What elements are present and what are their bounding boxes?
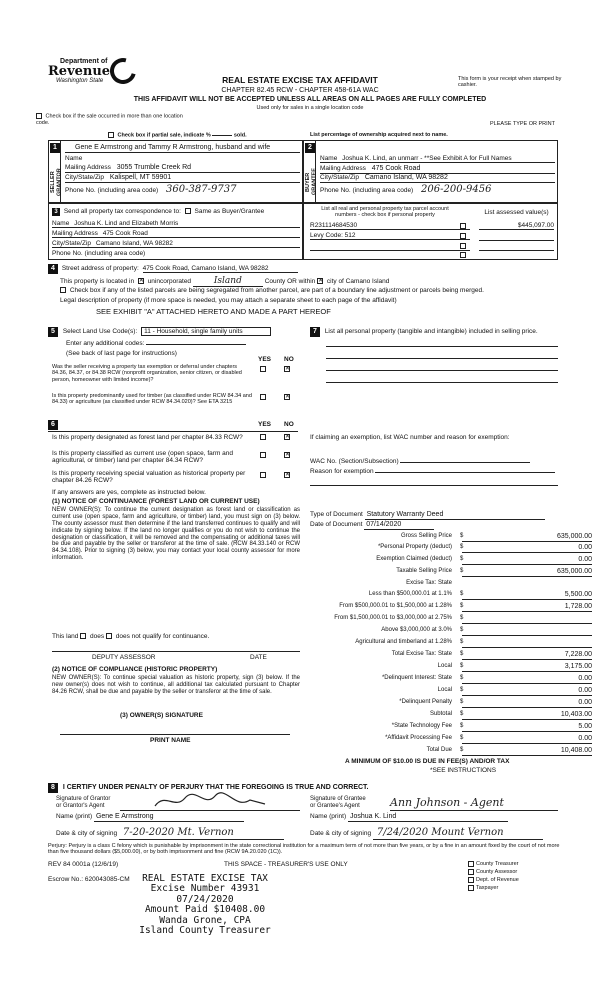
buyer-side-label: BUYER GRANTEE — [305, 168, 318, 196]
local-label: Local — [437, 663, 452, 669]
same-as-buyer-checkbox[interactable] — [185, 208, 191, 214]
no-header: NO — [284, 356, 294, 363]
tax-row-delinq-int-local — [310, 687, 592, 696]
land-use-value[interactable]: 11 - Household, single family units — [141, 327, 271, 336]
exemption-claim-label: If claiming an exemption, list WAC number and reason for exemption: — [310, 434, 510, 441]
copy-assessor-label: County Assessor — [476, 869, 518, 875]
seller-name-value[interactable]: Gene E Armstrong and Tammy R Armstrong, husband and wife — [65, 144, 300, 153]
tech-fee-label: *State Technology Fee — [391, 723, 452, 729]
personal-property-label: List all personal property (tangible and intangible) included in selling price. — [324, 328, 538, 335]
corr-phone-label: Phone No. (including area code) — [52, 250, 146, 257]
q5-1-no[interactable] — [284, 366, 290, 372]
stamp-line1: REAL ESTATE EXCISE TAX — [142, 873, 268, 884]
exhibit-text[interactable]: SEE EXHIBIT "A" ATTACHED HERETO AND MADE A PART HEREOF — [96, 307, 331, 316]
affidavit-fee-label: *Affidavit Processing Fee — [385, 735, 452, 741]
buyer-phone-value[interactable]: 206-200-9456 — [421, 184, 492, 195]
single-use-note: Used only for sales in a single location code — [256, 105, 364, 111]
buyer-name-value[interactable]: Joshua K. Lind, an unmarr - **See Exhibit A for Full Names — [342, 155, 512, 162]
corr-mailing-value[interactable]: 475 Cook Road — [102, 230, 148, 237]
q5-2-text: Is this property predominantly used for timber (as classified under RCW 84.34 and 84.33) or agriculture (as classified under RCW 84.34.020)? See ETA 3215 — [52, 393, 252, 406]
total-state-currency: $ — [460, 651, 464, 657]
buyer-city-label: City/State/Zip — [320, 174, 360, 181]
partial-sale-label: Check box if partial sale, indicate % — [117, 132, 211, 139]
q5-2-yes[interactable] — [260, 394, 266, 400]
agri-currency: $ — [460, 639, 464, 645]
copy-assessor-checkbox[interactable] — [468, 869, 474, 875]
tier4-currency: $ — [460, 627, 464, 633]
multi-location-label: Check box if the sale occurred in more than one location code. — [36, 113, 183, 126]
tier3-currency: $ — [460, 615, 464, 621]
tax-row-total-due — [310, 747, 592, 756]
seller-mailing-label: Mailing Address — [65, 164, 111, 171]
treasurer-space-label: THIS SPACE - TREASURER'S USE ONLY — [224, 861, 348, 868]
stamp-line4: Amount Paid $10408.00 — [144, 904, 266, 916]
levy-code[interactable]: Levy Code: 512 — [310, 232, 356, 239]
tax-row-tier3 — [310, 615, 592, 624]
tax-row-agri — [310, 639, 592, 648]
grantee-signature[interactable]: Ann Johnson - Agent — [390, 797, 558, 811]
tier2-currency: $ — [460, 603, 464, 609]
corr-name-label: Name — [52, 220, 70, 227]
personal-currency: $ — [460, 544, 464, 550]
multi-location-checkbox[interactable] — [36, 113, 42, 119]
q6-2-yes[interactable] — [260, 452, 266, 458]
corr-city-value[interactable]: Camano Island, WA 98282 — [95, 240, 173, 247]
reason-label: Reason for exemption — [310, 468, 374, 475]
tax-row-exemption — [310, 556, 592, 565]
rev-label: REV 84 0001a (12/6/19) — [48, 861, 119, 868]
delinq-penalty-value[interactable]: 0.00 — [462, 699, 592, 708]
additional-codes-label: Enter any additional codes: — [66, 340, 145, 347]
legal-desc-label: Legal description of property (if more space is needed, you may attach a separate sheet to each page of the affidavit) — [60, 297, 397, 304]
copy-treasurer-checkbox[interactable] — [468, 861, 474, 867]
segregated-checkbox[interactable] — [60, 287, 66, 293]
copy-taxpayer-label: Taxpayer — [476, 885, 499, 891]
gross-currency: $ — [460, 533, 464, 539]
notice2-text: NEW OWNER(S): To continue special valuation as historic property, sign (3) below. If the new owner(s) does not wish to continue, all additional tax calculated pursuant to Chapter 84.26 RCW, shall be due and payable by the seller or transferor at the time of sale. — [52, 675, 300, 695]
escrow-label: Escrow No.: 620043085-CM — [48, 876, 130, 883]
grantee-date-value[interactable]: 7/24/2020 Mount Vernon — [373, 827, 543, 840]
type-or-print: PLEASE TYPE OR PRINT — [490, 121, 556, 127]
buyer-mailing-label: Mailing Address — [320, 165, 366, 172]
tier3-label: From $1,500,000.01 to $3,000,000 at 2.75% — [334, 615, 452, 621]
segregated-note: Check box if any of the listed parcels are being segregated from another parcel, are part of a boundary line adjustment or parcels being merged. — [69, 287, 484, 294]
seller-name-label: Name — [65, 155, 83, 162]
taxable-value[interactable]: 635,000.00 — [462, 568, 592, 577]
agri-label: Agricultural and timberland at 1.28% — [355, 639, 452, 645]
located-in-label: This property is located in — [60, 278, 135, 285]
tax-row-subtotal — [310, 711, 592, 720]
grantee-sig-label: Signature of Grantee or Grantee's Agent — [310, 796, 366, 809]
logo-state: Washington State — [56, 78, 104, 85]
city-checkbox[interactable] — [317, 278, 323, 284]
tax-row-delinq-penalty — [310, 699, 592, 708]
taxable-label: Taxable Selling Price — [396, 568, 452, 574]
personal-label: *Personal Property (deduct) — [377, 544, 452, 550]
total-state-label: Total Excise Tax: State — [391, 651, 452, 657]
exemption-currency: $ — [460, 556, 464, 562]
q6-3-yes[interactable] — [260, 472, 266, 478]
ownership-note: List percentage of ownership acquired next to name. — [310, 132, 448, 138]
personal-value[interactable]: 0.00 — [462, 544, 592, 553]
sold-label: sold. — [233, 132, 247, 139]
date-label: DATE — [250, 654, 267, 661]
grantor-date-label: Date & city of signing — [56, 830, 118, 837]
copy-taxpayer-checkbox[interactable] — [468, 885, 474, 891]
unincorporated-label: unincorporated — [147, 278, 192, 285]
buyer-name-label: Name — [320, 155, 338, 162]
buyer-mailing-value[interactable]: 475 Cook Road — [371, 165, 421, 172]
local-value[interactable]: 3,175.00 — [462, 663, 592, 672]
print-name-label: PRINT NAME — [150, 737, 191, 744]
tier1-value[interactable]: 5,500.00 — [462, 591, 592, 600]
tax-row-excise-state — [310, 580, 592, 589]
logo-revenue: Revenue — [48, 64, 111, 80]
land-use-label: Select Land Use Code(s): — [62, 328, 138, 335]
stamp-line2: Excise Number 43931 — [150, 883, 260, 895]
unincorporated-checkbox[interactable] — [138, 278, 144, 284]
q6-1-yes[interactable] — [260, 434, 266, 440]
notice1-title: (1) NOTICE OF CONTINUANCE (FOREST LAND OR CURRENT USE) — [52, 498, 260, 505]
county-or-within: County OR within — [264, 278, 316, 285]
tax-row-personal — [310, 544, 592, 553]
delinq-penalty-label: *Delinquent Penalty — [399, 699, 452, 705]
tech-fee-currency: $ — [460, 723, 464, 729]
affidavit-fee-currency: $ — [460, 735, 464, 741]
corr-city-label: City/State/Zip — [52, 240, 92, 247]
tier1-label: Less than $500,000.01 at 1.1% — [368, 591, 452, 597]
assessed-value[interactable]: $445,097.00 — [479, 222, 554, 230]
tax-row-gross — [310, 533, 592, 542]
section-1-seller: 1 SELLER GRANTOR Gene E Armstrong and Tammy R Armstrong, husband and wife Name Mailing Address 3055 Trumble Creek Rd City/State/Zip Kalispell, MT 59901 Phone No. (including area code) 360-387-9737 — [48, 140, 303, 203]
grantee-date-label: Date & city of signing — [310, 830, 372, 837]
q5-1-yes[interactable] — [260, 366, 266, 372]
delinq-int-state-currency: $ — [460, 675, 464, 681]
tier3-value[interactable] — [462, 615, 592, 624]
q6-2-text: Is this property classified as current use (open space, farm and agricultural, or timber) land per chapter 84.34 RCW? — [52, 450, 234, 465]
tier4-value[interactable] — [462, 627, 592, 636]
tax-row-tech-fee — [310, 723, 592, 732]
does-label: does — [90, 633, 105, 640]
deputy-assessor-label: DEPUTY ASSESSOR — [92, 654, 156, 661]
seller-city-label: City/State/Zip — [65, 174, 105, 181]
tier1-currency: $ — [460, 591, 464, 597]
see-back-label: (See back of last page for instructions) — [66, 350, 177, 357]
seller-mailing-value[interactable]: 3055 Trumble Creek Rd — [116, 164, 192, 171]
notice2-title: (2) NOTICE OF COMPLIANCE (HISTORIC PROPERTY) — [52, 666, 218, 673]
gross-label: Gross Selling Price — [400, 533, 452, 539]
total-due-value[interactable]: 10,408.00 — [462, 747, 592, 756]
copy-dor-checkbox[interactable] — [468, 877, 474, 883]
dor-logo — [48, 58, 148, 98]
subtotal-label: Subtotal — [429, 711, 452, 717]
agri-value[interactable] — [462, 639, 592, 648]
grantor-date-value[interactable]: 7-20-2020 Mt. Vernon — [119, 827, 284, 840]
subtotal-currency: $ — [460, 711, 464, 717]
does-checkbox[interactable] — [80, 633, 86, 639]
affidavit-fee-value[interactable]: 0.00 — [462, 735, 592, 744]
tier2-value[interactable]: 1,728.00 — [462, 603, 592, 612]
stamp-line5: Wanda Grone, CPA — [159, 914, 251, 926]
receipt-note: This form is your receipt when stamped by cashier. — [458, 76, 562, 89]
grantee-name-label: Name (print) — [310, 813, 347, 820]
copy-treasurer-label: County Treasurer — [476, 861, 519, 867]
minimum-note: A MINIMUM OF $10.00 IS DUE IN FEE(S) AND/OR TAX — [345, 758, 510, 765]
excise-state-label: Excise Tax: State — [406, 580, 452, 586]
street-value[interactable]: 475 Cook Road, Camano Island, WA 98282 — [143, 265, 299, 273]
taxable-currency: $ — [460, 568, 464, 574]
no-header-6: NO — [284, 421, 294, 428]
tax-row-delinq-int-state — [310, 675, 592, 684]
assessed-header: List assessed value(s) — [484, 209, 549, 216]
total-state-value[interactable]: 7,228.00 — [462, 651, 592, 660]
exemption-value[interactable]: 0.00 — [462, 556, 592, 565]
doc-type-value[interactable]: Statutory Warranty Deed — [365, 511, 545, 520]
owner-sig-label: (3) OWNER(S) SIGNATURE — [120, 712, 203, 719]
parcel-personal-checkbox-3[interactable] — [460, 243, 466, 249]
grantor-name-label: Name (print) — [56, 813, 93, 820]
logo-dept: Department of — [60, 58, 108, 65]
buyer-phone-label: Phone No. (including area code) — [320, 187, 414, 194]
wac-no-label: WAC No. (Section/Subsection) — [310, 458, 399, 465]
same-as-buyer-label: Same as Buyer/Grantee — [194, 208, 265, 215]
perjury-text: Perjury: Perjury is a class C felony which is punishable by imprisonment in the state correctional institution for a maximum term of not more than five years, or by a fine in an amount fixed by the court of not more than five thousand dollars ($5,000.00), or by both imprisonment and fine (RCW 9A.20.020 (1C)). — [48, 843, 560, 856]
q5-1-text: Was the seller receiving a property tax exemption or deferral under chapters 84.36, 84.37, or 84.38 RCW (nonprofit organization, senior citizen, or disabled person, homeowner with limited income)? — [52, 364, 242, 383]
tax-row-local — [310, 663, 592, 672]
delinq-int-local-value[interactable]: 0.00 — [462, 687, 592, 696]
doc-date-value[interactable]: 07/14/2020 — [364, 521, 434, 530]
delinq-int-state-label: *Delinquent Interest: State — [381, 675, 452, 681]
delinq-int-local-label: Local — [437, 687, 452, 693]
grantor-signature[interactable] — [150, 790, 270, 812]
tech-fee-value[interactable]: 5.00 — [462, 723, 592, 732]
exemption-label: Exemption Claimed (deduct) — [376, 556, 452, 562]
warning-text: THIS AFFIDAVIT WILL NOT BE ACCEPTED UNLESS ALL AREAS ON ALL PAGES ARE FULLY COMPLETED — [133, 96, 487, 103]
tax-row-tier2 — [310, 603, 592, 612]
tax-row-total-state — [310, 651, 592, 660]
q6-1-no[interactable] — [284, 434, 290, 440]
seller-phone-value[interactable]: 360-387-9737 — [166, 184, 237, 195]
does-not-checkbox[interactable] — [106, 633, 112, 639]
grantor-name-value[interactable]: Gene E Armstrong — [94, 813, 244, 822]
does-not-label: does not qualify for continuance. — [115, 633, 210, 640]
parcel-header: List all real and personal property tax parcel account numbers - check box if personal property — [321, 206, 449, 219]
copy-dor-label: Dept. of Revenue — [476, 877, 519, 883]
street-label: Street address of property: — [61, 265, 139, 272]
seller-phone-label: Phone No. (including area code) — [65, 187, 159, 194]
total-due-label: Total Due — [426, 747, 452, 753]
parcel-section — [303, 203, 558, 260]
delinq-penalty-currency: $ — [460, 699, 464, 705]
notice1-text: NEW OWNER(S): To continue the current designation as forest land or classification as current use (open space, farm and agriculture, or timber) land, you must sign on (3) below. The county assessor must then determine if the land transferred continues to qualify and will indicate by signing below. If the land no longer qualifies or you do not wish to continue the designation or classification, it will be removed and the compensating or additional taxes will be due and payable by the seller or transferor at the time of sale. (RCW 84.33.140 or RCW 84.34.108). Prior to signing (3) below, you may contact your local county assessor for more information. — [52, 507, 300, 562]
parcel-personal-checkbox-4[interactable] — [460, 252, 466, 258]
delinq-int-state-value[interactable]: 0.00 — [462, 675, 592, 684]
doc-type-label: Type of Document — [310, 511, 363, 518]
form-chapter: CHAPTER 82.45 RCW - CHAPTER 458-61A WAC — [221, 86, 379, 94]
q5-2-no[interactable] — [284, 394, 290, 400]
parcel-account[interactable]: R231114684530 — [310, 222, 358, 229]
treasurer-stamp — [120, 874, 290, 937]
county-handwritten[interactable]: Island — [193, 276, 263, 287]
see-instructions-note: *SEE INSTRUCTIONS — [430, 767, 497, 774]
total-due-currency: $ — [460, 747, 464, 753]
seller-side-label: SELLER GRANTOR — [50, 168, 63, 196]
q6-2-no[interactable] — [284, 452, 290, 458]
q6-3-no[interactable] — [284, 472, 290, 478]
section-3-correspondence: 3 Send all property tax correspondence to: Same as Buyer/Grantee Name Joshua K. Lind and Elizabeth Morris Mailing Address 475 Cook Road City/State/Zip Camano Island, WA 98282 Phone No. (including area code) — [48, 203, 303, 260]
yes-header-6: YES — [258, 421, 272, 428]
q6-1-text: Is this property designated as forest land per chapter 84.33 RCW? — [52, 434, 243, 441]
tax-row-tier4 — [310, 627, 592, 636]
section-2-buyer: 2 BUYER GRANTEE Name Joshua K. Lind, an unmarr - **See Exhibit A for Full Names Mailing Address 475 Cook Road City/State/Zip Camano Island, WA 98282 Phone No. (including area code) 206-200-9456 — [303, 140, 558, 203]
city-of: city of Camano Island — [326, 278, 390, 285]
doc-date-label: Date of Document — [310, 521, 363, 528]
seller-city-value[interactable]: Kalispell, MT 59901 — [109, 174, 172, 181]
tax-row-taxable — [310, 568, 592, 577]
delinq-int-local-currency: $ — [460, 687, 464, 693]
grantor-sig-label: Signature of Grantor or Grantor's Agent — [56, 796, 111, 809]
land-does-label: This land — [52, 633, 79, 640]
corr-name-value[interactable]: Joshua K. Lind and Elizabeth Morris — [74, 220, 179, 227]
q6-3-text: Is this property receiving special valuation as historical property per chapter 84.26 RCW? — [52, 470, 246, 485]
tier2-label: From $500,000.01 to $1,500,000 at 1.28% — [339, 603, 452, 609]
yes-header: YES — [258, 356, 272, 363]
gross-value[interactable]: 635,000.00 — [462, 533, 592, 542]
buyer-city-value[interactable]: Camano Island, WA 98282 — [364, 174, 448, 181]
tax-row-tier1 — [310, 591, 592, 600]
subtotal-value[interactable]: 10,403.00 — [462, 711, 592, 720]
form-title: REAL ESTATE EXCISE TAX AFFIDAVIT — [222, 75, 378, 85]
certify-statement: I CERTIFY UNDER PENALTY OF PERJURY THAT THE FOREGOING IS TRUE AND CORRECT. — [62, 784, 369, 791]
parcel-personal-checkbox-2[interactable] — [460, 233, 466, 239]
corr-mailing-label: Mailing Address — [52, 230, 98, 237]
stamp-line3: 07/24/2020 — [176, 893, 234, 905]
grantee-name-value[interactable]: Joshua K. Lind — [348, 813, 508, 822]
parcel-personal-checkbox[interactable] — [460, 223, 466, 229]
answers-yes-note: If any answers are yes, complete as instructed below. — [52, 489, 206, 496]
partial-sale-checkbox[interactable] — [108, 132, 114, 138]
tier4-label: Above $3,000,000 at 3.0% — [381, 627, 452, 633]
local-currency: $ — [460, 663, 464, 669]
tax-row-affidavit-fee — [310, 735, 592, 744]
stamp-line6: Island County Treasurer — [139, 925, 271, 937]
send-correspondence-label: Send all property tax correspondence to: — [63, 208, 181, 215]
